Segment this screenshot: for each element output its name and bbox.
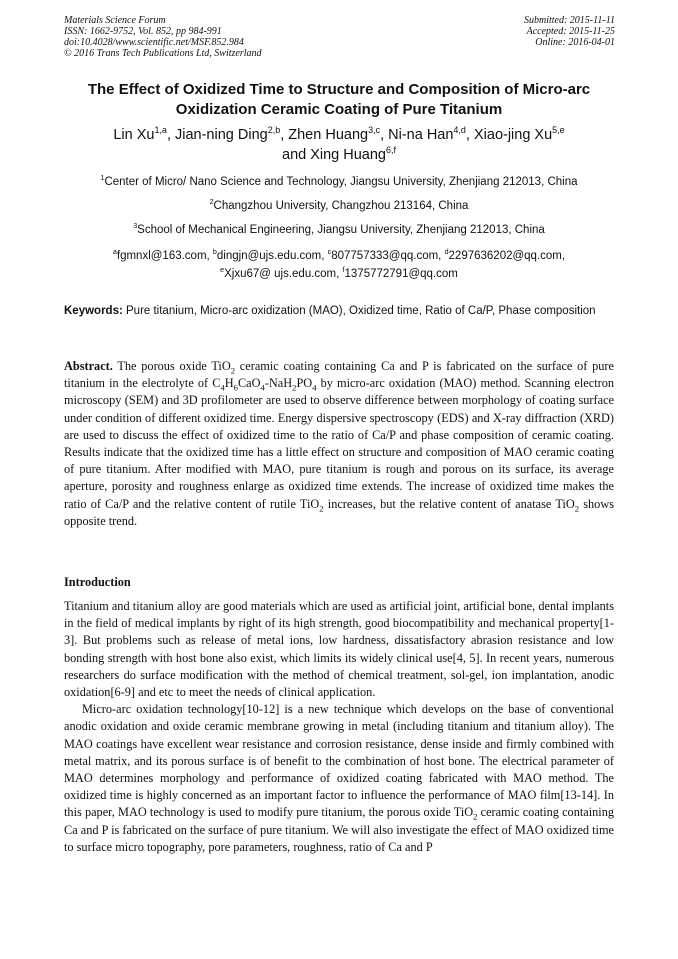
author-name: Xiao-jing Xu (473, 127, 553, 143)
affiliation-number: 2 (209, 198, 214, 207)
author-separator: , (380, 127, 389, 143)
abstract-text: The porous oxide TiO (117, 359, 231, 373)
author-affil-mark: 2,b (267, 125, 281, 136)
email-address[interactable]: 807757333@qq.com, (331, 250, 445, 262)
formula-part: PO (296, 376, 313, 391)
author-affil-mark: 5,e (552, 125, 565, 136)
title-line-1: The Effect of Oxidized Time to Structure and Composition of Micro-arc (87, 81, 591, 98)
online-date: Online: 2016-04-01 (535, 37, 615, 48)
author-line-2 (40, 145, 638, 165)
author-affil-mark: 4,d (453, 125, 466, 136)
email-mark: a (112, 248, 117, 257)
paragraph-text: ceramic coating containing Ca and P is fabricated on the surface of pure titanium. We will also investigate the effect of MAO oxidized time to surface micro topography, pore parameters, roughness, ratio of Ca and P (64, 805, 615, 854)
author-separator: , (166, 127, 175, 143)
section-heading-introduction: Introduction (64, 575, 131, 589)
email-line-2 (40, 265, 638, 283)
formula-part: CaO (237, 376, 261, 391)
affiliation-text: Changzhou University, Changzhou 213164, China (213, 200, 469, 212)
subscript: 2 (574, 503, 580, 514)
subscript: 2 (319, 503, 324, 514)
email-list (40, 247, 638, 283)
subscript: 4 (260, 382, 265, 393)
author-affil-mark: 6,f (386, 145, 396, 156)
subscript: 2 (230, 365, 236, 376)
author-name: and Xing Huang (282, 147, 386, 163)
subscript: 4 (312, 382, 317, 393)
email-mark: b (212, 248, 217, 257)
subscript: 2 (292, 382, 297, 393)
affiliation-number: 1 (100, 174, 105, 183)
paragraph-text: Micro-arc oxidation technology[10-12] is a new technique which develops on the base of conventional anodic oxidation and oxide ceramic membrane growing in metal (including titanium and titanium alloy). The MAO coatings have excellent wear resistance and corrosion resistance, dense inside and firmly combined with metal matrix, and its porous surface is of benefit to the combination of host bone. The electrical parameter of MAO determines morphology and performance of oxidized coating fabricated with MAO method. The oxidized time is highly concerned as an important factor to influence the performance of MAO film[13-14]. In this paper, MAO technology is used to modify pure titanium, the porous oxide TiO (64, 702, 614, 820)
paragraph: Titanium and titanium alloy are good materials which are used as artificial joint, artificial bone, dental implants in the field of medical implants by right of its high strength, good biocompatibility and mechanical property[1-3]. But problems such as release of metal ions, low hardness, dissatisfactory abrasion resistance and low bonding strength with host bone also exist, which limits its widely clinical use[4, 5]. In recent years, numerous researchers do surface modification with the method of chemical treatment, sol-gel, ion implantation, anodic oxidation[6-9] and etc to meet the needs of clinical application. (64, 599, 614, 700)
abstract (64, 358, 614, 530)
journal-info (64, 15, 262, 59)
journal-copyright: © 2016 Trans Tech Publications Ltd, Switzerland (64, 48, 262, 59)
author-line-1 (40, 125, 638, 145)
journal-doi[interactable]: doi:10.4028/www.scientific.net/MSF.852.984 (64, 37, 244, 48)
affiliation-1 (40, 175, 638, 189)
author-separator: , (465, 127, 474, 143)
author-affil-mark: 1,a (154, 125, 167, 136)
author-separator: , (280, 127, 289, 143)
affiliation-3 (40, 223, 638, 237)
title-line-2: Oxidization Ceramic Coating of Pure Titanium (175, 101, 503, 118)
email-address[interactable]: Xjxu67@ ujs.edu.com, (224, 268, 343, 280)
subscript: 2 (473, 811, 478, 822)
keywords (64, 303, 614, 320)
email-mark: e (220, 266, 225, 275)
author-name: Ni-na Han (388, 127, 454, 143)
author-name: Lin Xu (113, 127, 155, 143)
abstract-label: Abstract. (64, 359, 113, 373)
affiliation-2 (40, 199, 638, 213)
formula-part: H (224, 376, 234, 391)
journal-issn: ISSN: 1662-9752, Vol. 852, pp 984-991 (64, 26, 222, 37)
journal-name: Materials Science Forum (64, 15, 166, 26)
email-mark: d (444, 248, 449, 257)
email-mark: c (327, 248, 332, 257)
keywords-label: Keywords: (64, 305, 123, 317)
email-mark: f (342, 266, 345, 275)
formula-part: -NaH (264, 376, 293, 391)
email-address[interactable]: 1375772791@qq.com (344, 268, 458, 280)
email-address[interactable]: dingjn@ujs.edu.com, (216, 250, 328, 262)
abstract-text: shows opposite trend. (64, 496, 614, 528)
paragraph (64, 701, 614, 856)
subscript: 6 (233, 382, 238, 393)
subscript: 4 (220, 382, 225, 393)
introduction-body (64, 598, 614, 856)
publication-dates (524, 15, 615, 48)
submitted-date: Submitted: 2015-11-11 (523, 15, 615, 26)
abstract-text: increases, but the relative content of anatase TiO (323, 496, 575, 511)
author-list (40, 125, 638, 165)
email-address[interactable]: fgmnxl@163.com, (116, 250, 213, 262)
email-line-1 (40, 247, 638, 265)
affiliation-text: Center of Micro/ Nano Science and Technology, Jiangsu University, Zhenjiang 212013, China (104, 176, 578, 188)
affiliation-text: School of Mechanical Engineering, Jiangsu University, Zhenjiang 212013, China (137, 224, 545, 236)
abstract-text: by micro-arc oxidation (MAO) method. Scanning electron microscopy (SEM) and 3D profilometer are used to observe difference between morphology of coating surface under condition of different oxidized time. Energy dispersive spectroscopy (EDS) and X-ray diffraction (XRD) are used to discuss the effect of oxidized time to the ratio of Ca/P and phase composition of ceramic coating. Results indicate that the oxidized time has a little effect on structure and composition of MAO ceramic coating of pure titanium. After modified with MAO, pure titanium is rough and porous on its surface, its average aperture, porosity and roughness enlarge as oxidized time extends. The increase of oxidized time makes the ratio of Ca/P and the relative content of rutile TiO (64, 376, 615, 511)
paper-title (40, 80, 638, 120)
email-address[interactable]: 2297636202@qq.com, (448, 250, 566, 262)
keywords-text: Pure titanium, Micro-arc oxidization (MAO), Oxidized time, Ratio of Ca/P, Phase composition (126, 305, 596, 317)
author-name: Jian-ning Ding (175, 127, 268, 143)
affiliation-number: 3 (133, 222, 138, 231)
accepted-date: Accepted: 2015-11-25 (526, 26, 615, 37)
abstract-text: ceramic coating containing Ca and P is fabricated on the surface of pure titanium in the electrolyte of C (64, 359, 614, 391)
author-name: Zhen Huang (288, 127, 369, 143)
author-affil-mark: 3,c (368, 125, 381, 136)
